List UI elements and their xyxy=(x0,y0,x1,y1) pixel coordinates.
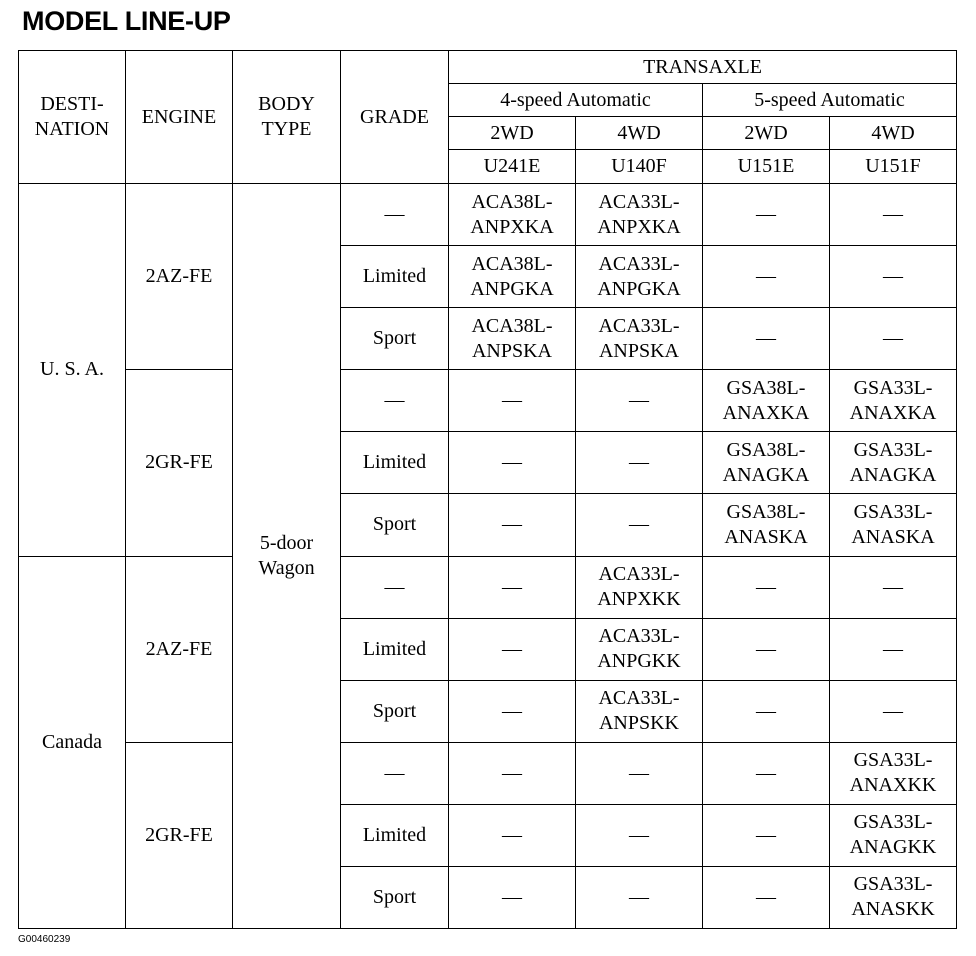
model-code-cell: — xyxy=(449,494,576,556)
model-code-cell: — xyxy=(449,556,576,618)
model-code-cell: — xyxy=(576,742,703,804)
model-code-cell: — xyxy=(830,680,957,742)
model-code-cell: — xyxy=(703,618,830,680)
header-drive: 2WD xyxy=(703,117,830,150)
model-code-cell: GSA33L- ANAGKK xyxy=(830,804,957,866)
header-engine: ENGINE xyxy=(126,51,233,184)
table-row xyxy=(19,742,957,804)
grade-cell: Limited xyxy=(341,246,449,308)
model-code-cell: — xyxy=(576,494,703,556)
model-code-cell: — xyxy=(449,742,576,804)
model-code-cell: GSA33L- ANASKK xyxy=(830,866,957,928)
header-body-type: BODY TYPE xyxy=(233,51,341,184)
table-row xyxy=(19,184,957,246)
model-code-cell: — xyxy=(703,246,830,308)
model-code-cell: — xyxy=(703,742,830,804)
model-code-cell: — xyxy=(449,370,576,432)
model-code-cell: GSA33L- ANASKA xyxy=(830,494,957,556)
grade-cell: — xyxy=(341,370,449,432)
model-code-cell: ACA33L- ANPSKA xyxy=(576,308,703,370)
header-5-speed: 5-speed Automatic xyxy=(703,84,957,117)
model-code-cell: — xyxy=(830,246,957,308)
model-code-cell: — xyxy=(449,618,576,680)
header-transaxle-code: U241E xyxy=(449,150,576,184)
header-transaxle-code: U151E xyxy=(703,150,830,184)
grade-cell: Limited xyxy=(341,432,449,494)
grade-cell: Sport xyxy=(341,866,449,928)
engine-cell: 2GR-FE xyxy=(126,370,233,556)
model-lineup-table xyxy=(18,50,957,929)
model-code-cell: ACA38L- ANPGKA xyxy=(449,246,576,308)
model-code-cell: — xyxy=(703,804,830,866)
model-code-cell: ACA33L- ANPXKA xyxy=(576,184,703,246)
grade-cell: Sport xyxy=(341,680,449,742)
model-code-cell: GSA38L- ANAXKA xyxy=(703,370,830,432)
grade-cell: Sport xyxy=(341,494,449,556)
model-code-cell: — xyxy=(703,184,830,246)
model-code-cell: — xyxy=(830,618,957,680)
header-drive: 4WD xyxy=(830,117,957,150)
model-code-cell: — xyxy=(830,556,957,618)
body-type-cell: 5-door Wagon xyxy=(233,184,341,929)
model-code-cell: GSA33L- ANAXKA xyxy=(830,370,957,432)
header-transaxle: TRANSAXLE xyxy=(449,51,957,84)
grade-cell: — xyxy=(341,556,449,618)
model-code-cell: ACA38L- ANPXKA xyxy=(449,184,576,246)
header-4-speed: 4-speed Automatic xyxy=(449,84,703,117)
engine-cell: 2AZ-FE xyxy=(126,184,233,370)
model-code-cell: — xyxy=(703,308,830,370)
model-code-cell: ACA33L- ANPGKK xyxy=(576,618,703,680)
header-grade: GRADE xyxy=(341,51,449,184)
grade-cell: Sport xyxy=(341,308,449,370)
grade-cell: — xyxy=(341,742,449,804)
page-title: MODEL LINE-UP xyxy=(22,6,231,36)
model-code-cell: — xyxy=(576,370,703,432)
model-code-cell: GSA38L- ANASKA xyxy=(703,494,830,556)
model-code-cell: — xyxy=(449,432,576,494)
model-code-cell: — xyxy=(830,184,957,246)
model-code-cell: — xyxy=(449,680,576,742)
engine-cell: 2GR-FE xyxy=(126,742,233,928)
grade-cell: Limited xyxy=(341,618,449,680)
figure-id: G00460239 xyxy=(18,934,71,945)
model-code-cell: — xyxy=(449,804,576,866)
model-code-cell: ACA38L- ANPSKA xyxy=(449,308,576,370)
header-transaxle-code: U151F xyxy=(830,150,957,184)
model-code-cell: — xyxy=(576,866,703,928)
model-code-cell: — xyxy=(576,804,703,866)
model-code-cell: — xyxy=(703,866,830,928)
model-code-cell: GSA33L- ANAXKK xyxy=(830,742,957,804)
header-transaxle-code: U140F xyxy=(576,150,703,184)
table-row xyxy=(19,556,957,618)
model-code-cell: — xyxy=(830,308,957,370)
header-destination: DESTI- NATION xyxy=(19,51,126,184)
model-code-cell: ACA33L- ANPGKA xyxy=(576,246,703,308)
model-code-cell: — xyxy=(576,432,703,494)
destination-cell: Canada xyxy=(19,556,126,929)
destination-cell: U. S. A. xyxy=(19,184,126,556)
header-drive: 4WD xyxy=(576,117,703,150)
model-code-cell: — xyxy=(703,556,830,618)
header-drive: 2WD xyxy=(449,117,576,150)
table-row xyxy=(19,370,957,432)
model-code-cell: — xyxy=(703,680,830,742)
model-code-cell: GSA33L- ANAGKA xyxy=(830,432,957,494)
model-code-cell: ACA33L- ANPSKK xyxy=(576,680,703,742)
header-row-1 xyxy=(19,51,957,84)
model-code-cell: GSA38L- ANAGKA xyxy=(703,432,830,494)
grade-cell: Limited xyxy=(341,804,449,866)
model-code-cell: ACA33L- ANPXKK xyxy=(576,556,703,618)
model-code-cell: — xyxy=(449,866,576,928)
engine-cell: 2AZ-FE xyxy=(126,556,233,742)
grade-cell: — xyxy=(341,184,449,246)
